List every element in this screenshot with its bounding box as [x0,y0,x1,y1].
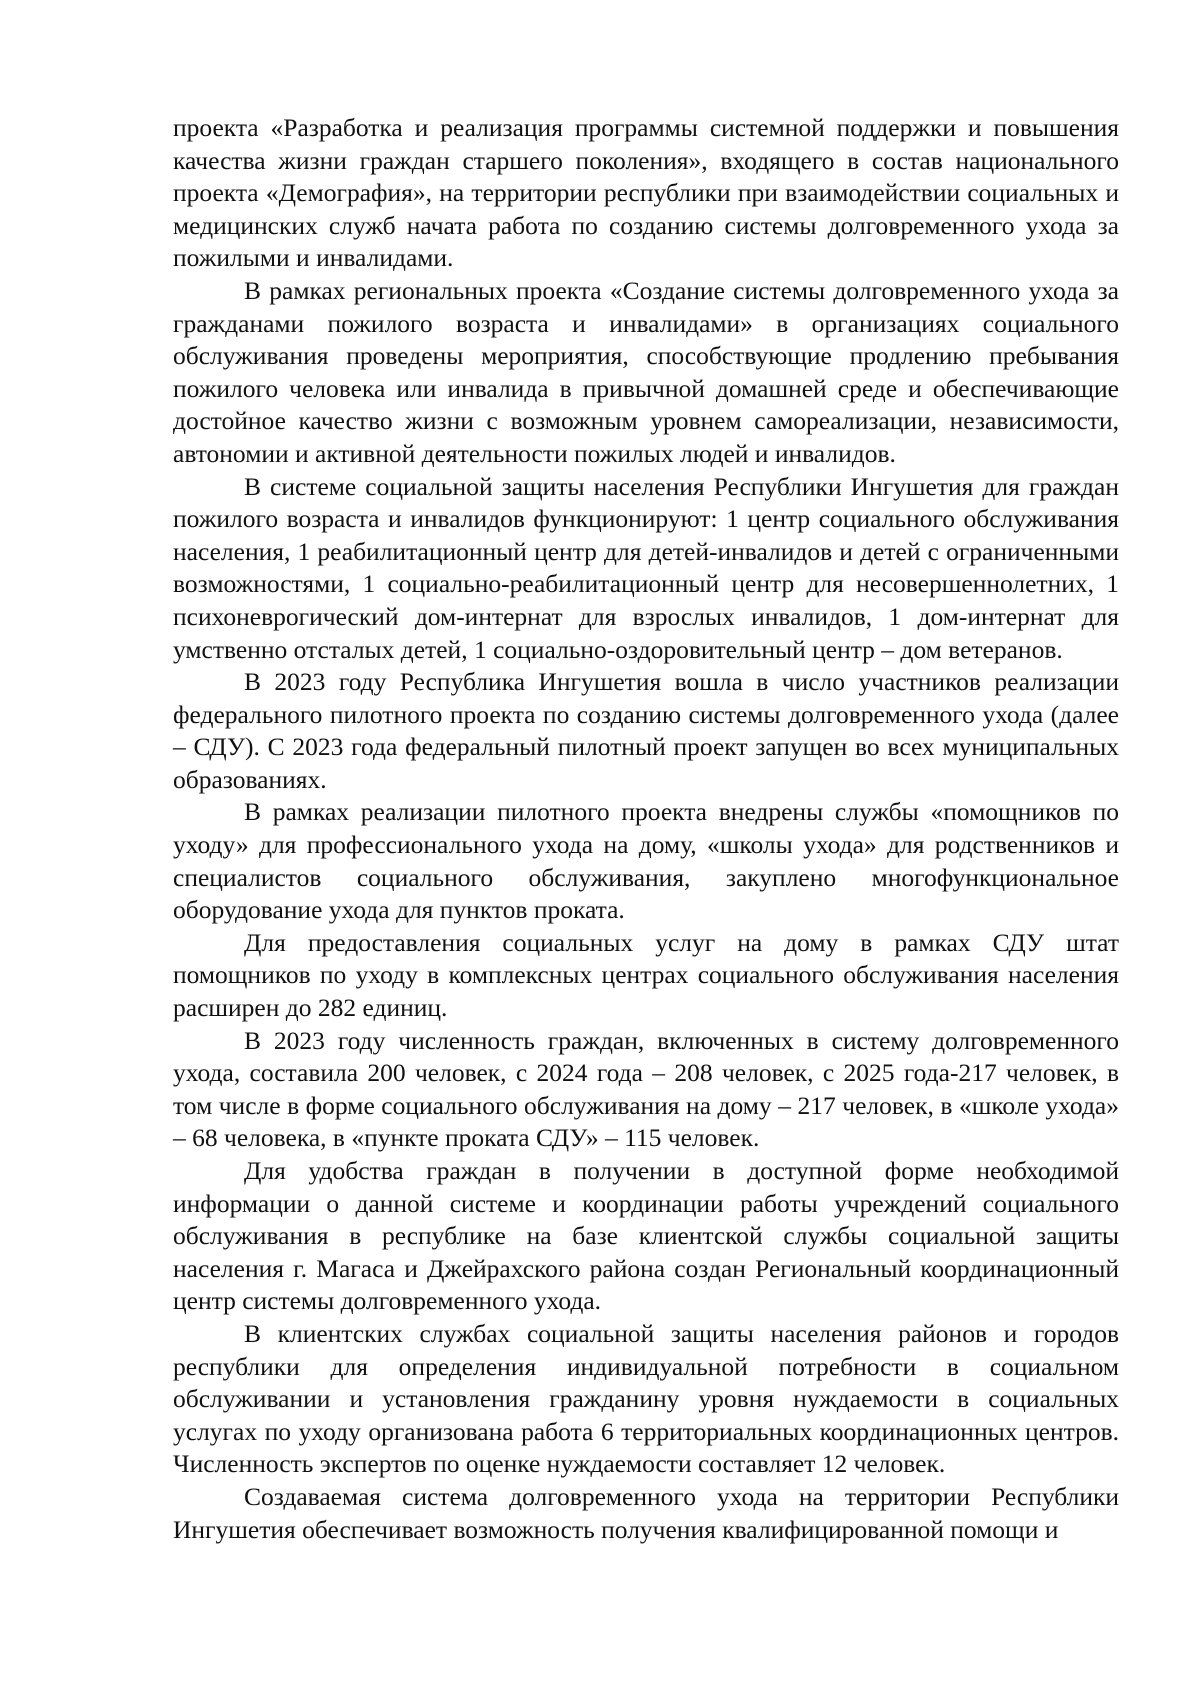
paragraph-8: Для удобства граждан в получении в доступной форме необходимой информации о данной системе и координации работы учреждений социального обслуживания в республике на базе клиентской службы социальной защиты населения г. Магаса и Джейрахского района создан Региональный координационный центр системы долговременного ухода. [173,1156,1119,1316]
document-body [173,112,1119,1546]
paragraph-3: В системе социальной защиты населения Республики Ингушетия для граждан пожилого возраста и инвалидов функционируют: 1 центр социального обслуживания населения, 1 реабилитационный центр для детей-инвалидов и детей с ограниченными возможностями, 1 социально-реабилитационный центр для несовершеннолетних, 1 психоневрогический дом-интернат для взрослых инвалидов, 1 дом-интернат для умственно отсталых детей, 1 социально-оздоровительный центр – дом ветеранов. [173,471,1119,664]
paragraph-9: В клиентских службах социальной защиты населения районов и городов республики для определения индивидуальной потребности в социальном обслуживании и установления гражданину уровня нуждаемости в социальных услугах по уходу организована работа 6 территориальных координационных центров. Численность экспертов по оценке нуждаемости составляет 12 человек. [173,1318,1119,1479]
paragraph-5: В рамках реализации пилотного проекта внедрены службы «помощников по уходу» для профессионального ухода на дому, «школы ухода» для родственников и специалистов социального обслуживания, закуплено многофункциональное оборудование ухода для пунктов проката. [173,797,1119,925]
paragraph-4: В 2023 году Республика Ингушетия вошла в число участников реализации федерального пилотного проекта по созданию системы долговременного ухода (далее – СДУ). С 2023 года федеральный пилотный проект запущен во всех муниципальных образованиях. [173,667,1119,794]
paragraph-2: В рамках региональных проекта «Создание системы долговременного ухода за гражданами пожилого возраста и инвалидами» в организациях социального обслуживания проведены мероприятия, способствующие продлению пребывания пожилого человека или инвалида в привычной домашней среде и обеспечивающие достойное качество жизни с возможным уровнем самореализации, независимости, автономии и активной деятельности пожилых людей и инвалидов. [173,275,1119,468]
paragraph-6: Для предоставления социальных услуг на дому в рамках СДУ штат помощников по уходу в комплексных центрах социального обслуживания населения расширен до 282 единиц. [173,927,1119,1023]
paragraph-10: Создаваемая система долговременного ухода на территории Республики Ингушетия обеспечивает возможность получения квалифицированной помощи и [173,1481,1119,1544]
paragraph-1: проекта «Разработка и реализация программы системной поддержки и повышения качества жизни граждан старшего поколения», входящего в состав национального проекта «Демография», на территории республики при взаимодействии социальных и медицинских служб начата работа по созданию системы долговременного ухода за пожилыми и инвалидами. [173,113,1119,273]
paragraph-7: В 2023 году численность граждан, включенных в систему долговременного ухода, составила 200 человек, с 2024 года – 208 человек, с 2025 года-217 человек, в том числе в форме социального обслуживания на дому – 217 человек, в «школе ухода» – 68 человека, в «пункте проката СДУ» – 115 человек. [173,1025,1119,1153]
